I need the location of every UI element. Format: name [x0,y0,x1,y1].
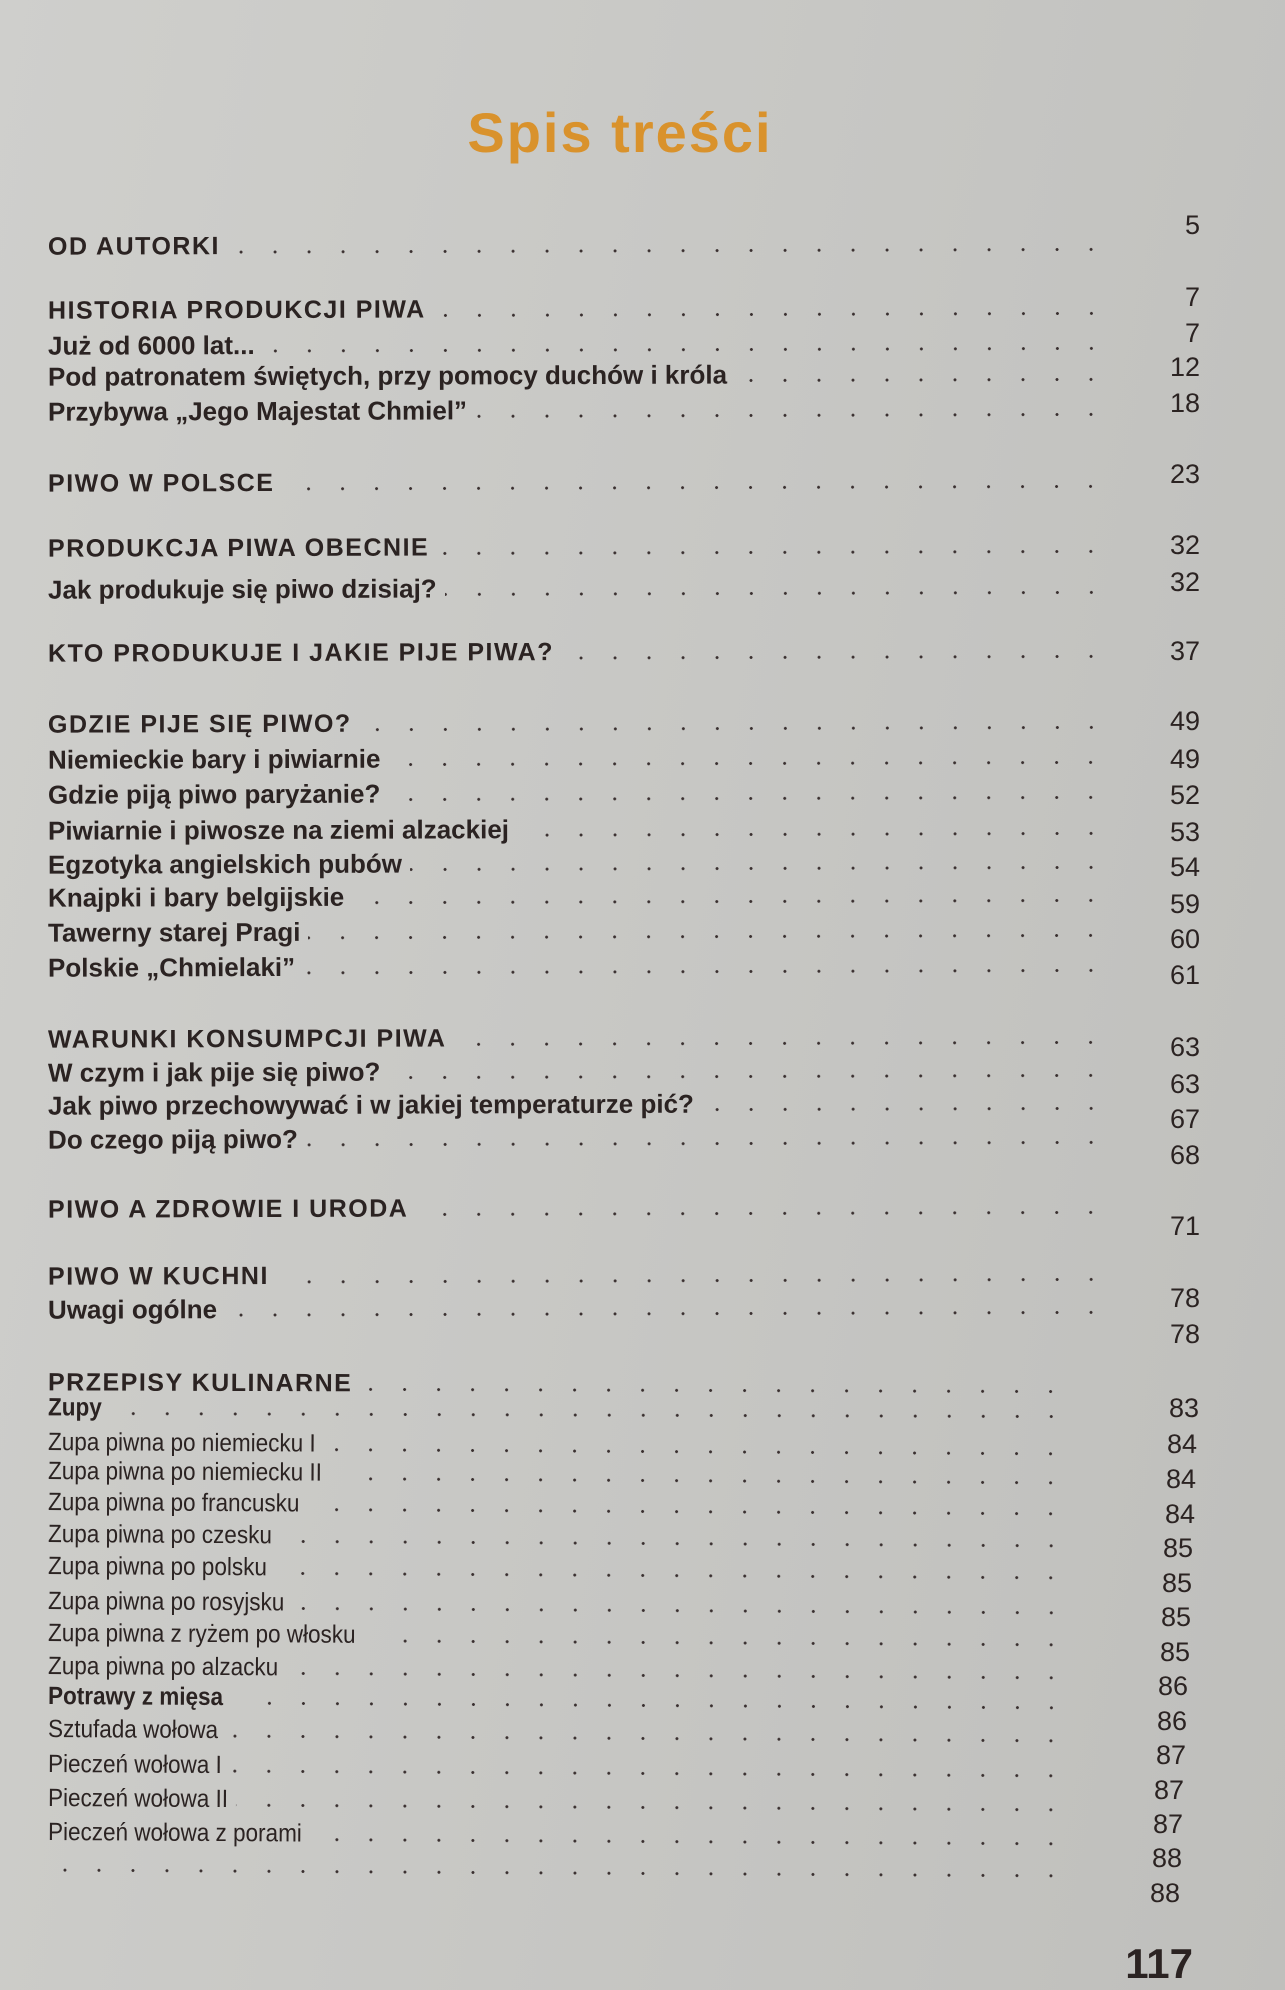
toc-entry-title: PIWO W KUCHNI [47,1261,269,1291]
dot-leader [308,932,1108,941]
dot-leader [378,1638,1068,1648]
toc-entry-page: 49 [1169,706,1200,736]
toc-entry-page: 87 [1153,1775,1184,1805]
toc-entry-title: Uwagi ogólne [47,1294,218,1325]
toc-entry [48,875,1118,912]
toc-entry [48,808,1118,845]
dot-leader [236,1802,1068,1813]
toc-entry [48,389,1118,426]
toc-entry-page: 78 [1169,1283,1200,1313]
toc-entry [48,631,1118,668]
toc-entry-title: PIWO W POLSCE [47,468,275,498]
toc-entry-title: Pod patronatem świętych, przy pomocy duchów i króla [47,359,728,392]
dot-leader [225,1733,1068,1744]
toc-entry-page: 86 [1156,1706,1187,1736]
toc-entry-title: Gdzie piją piwo paryżanie? [47,778,381,810]
toc-entry-page: 84 [1164,1499,1195,1529]
toc-entry-title: PRZEPISY KULINARNE [47,1368,353,1398]
toc-entry-page: 49 [1169,744,1200,774]
dot-leader [303,967,1108,976]
toc-entry-title: Już od 6000 lat... [47,330,255,361]
toc-entry-title: Pieczeń wołowa I [47,1750,222,1780]
dot-leader [36,1867,1068,1879]
toc-entry-page: 68 [1169,1140,1200,1170]
toc-entry [48,842,1118,879]
dot-leader [315,1507,1068,1517]
dot-leader [475,411,1108,419]
dot-leader [306,1139,1108,1148]
dot-leader [285,1538,1068,1549]
dot-leader [410,864,1108,872]
toc-entry-title: Jak produkuje się piwo dzisiaj? [47,573,437,605]
dot-leader [228,246,1108,255]
dot-leader [352,897,1108,905]
dot-leader [360,724,1108,732]
toc-entry-title: Zupa piwna po czesku [47,1520,272,1550]
dot-leader [229,1768,1068,1779]
toc-entry-title: Potrawy z mięsa [47,1682,224,1712]
toc-entry-page: 85 [1162,1533,1193,1563]
toc-entry [48,288,1118,325]
toc-entry-page: 87 [1152,1809,1183,1839]
dot-leader [263,345,1108,354]
toc-entry-title: Zupy [47,1393,102,1422]
toc-entry-page: 88 [1151,1843,1182,1873]
toc-entry [48,702,1118,739]
toc-entry-title: Tawerny starej Pragi [47,916,301,948]
toc-entry-page: 88 [1149,1878,1180,1908]
toc-entry-page: 53 [1169,817,1200,847]
toc-entry-title: Przybywa „Jego Majestat Chmiel” [47,395,468,427]
toc-entry-page: 83 [1168,1393,1199,1423]
toc-entry-page: 54 [1169,852,1200,882]
toc-entry [48,354,1118,391]
toc-entry-title: Zupa piwna po niemiecku I [47,1428,316,1458]
toc-entry [48,1845,1078,1885]
dot-leader [277,1276,1108,1285]
toc-entry-page: 87 [1155,1740,1186,1770]
toc-entry-title: Zupa piwna po francusku [47,1488,300,1518]
toc-entry [48,1388,1078,1425]
dot-leader [388,759,1108,767]
page-title: Spis treści [467,101,773,164]
toc-entry-page: 52 [1169,780,1200,810]
toc-entry [48,1050,1118,1087]
toc-entry [48,526,1118,563]
toc-entry [48,1187,1118,1224]
toc-entry-title: Sztufada wołowa [47,1715,219,1745]
toc-entry-title: Pieczeń wołowa II [47,1784,229,1814]
toc-entry [48,461,1118,498]
toc-entry [48,1287,1118,1324]
dot-leader [299,1605,1068,1615]
toc-entry [48,1547,1078,1587]
dot-leader [318,1837,1068,1847]
toc-entry-page: 37 [1169,636,1200,666]
dot-leader [106,1411,1068,1420]
toc-entry-title: PRODUKCJA PIWA OBECNIE [47,533,430,563]
toc-entry-title: GDZIE PIJE SIĘ PIWO? [47,709,352,739]
toc-entry [48,1710,1078,1750]
toc-entry-title: PIWO A ZDROWIE I URODA [47,1194,409,1224]
toc-entry-page: 7 [1184,318,1200,348]
toc-entry-page: 59 [1169,889,1200,919]
page-number: 117 [1125,1940,1193,1987]
toc-entry-title: Zupa piwna z ryżem po włosku [47,1619,356,1649]
toc-entry-title: Zupa piwna po polsku [47,1552,267,1582]
dot-leader [702,1105,1108,1112]
toc-entry-page: 32 [1169,530,1200,560]
toc-entry-title: Jak piwo przechowywać i w jakiej temperaturze pić? [47,1088,694,1121]
toc-entry [48,567,1118,604]
toc-entry [48,1117,1118,1154]
toc-entry-page: 7 [1184,282,1200,312]
toc-entry-page: 78 [1169,1319,1200,1349]
toc-entry-page: 67 [1169,1104,1200,1134]
dot-leader [388,1072,1108,1080]
toc-entry [48,1083,1118,1120]
toc-entry-page: 71 [1169,1211,1200,1241]
toc-entry-page: 85 [1160,1602,1191,1632]
toc-entry-title: Zupa piwna po niemiecku II [47,1457,322,1487]
dot-leader [282,483,1108,492]
toc-entry [48,945,1118,982]
toc-entry-title: OD AUTORKI [47,232,221,261]
dot-leader [279,1570,1068,1581]
dot-leader [735,376,1108,383]
dot-leader [240,1700,1067,1711]
toc-entry [48,224,1118,261]
toc-entry-title: HISTORIA PRODUKCJI PIWA [47,295,426,325]
toc-entry-title: Piwiarnie i piwosze na ziemi alzackiej [47,814,510,846]
toc-entry-page: 12 [1169,352,1200,382]
toc-entry-title: Do czego piją piwo? [47,1123,298,1155]
toc-entry-title: Egzotyka angielskich pubów [47,848,403,880]
toc-entry-page: 63 [1169,1069,1200,1099]
toc-entry-page: 61 [1169,960,1200,990]
dot-leader [454,1039,1108,1047]
dot-leader [445,589,1108,597]
toc-entry-page: 85 [1159,1637,1190,1667]
toc-entry-page: 18 [1169,388,1200,418]
dot-leader [562,653,1108,661]
dot-leader [517,830,1108,838]
dot-leader [434,310,1108,318]
dot-leader [388,794,1108,802]
toc-entry-title: Niemieckie bary i piwiarnie [47,743,381,775]
toc-entry-title: Polskie „Chmielaki” [47,951,296,983]
dot-leader [416,1209,1108,1217]
toc-entry [48,772,1118,809]
toc-entry-page: 63 [1169,1032,1200,1062]
toc-entry-page: 60 [1169,924,1200,954]
toc-entry-title: WARUNKI KONSUMPCJI PIWA [47,1024,447,1054]
toc-entry-title: W czym i jak pije się piwo? [47,1056,381,1088]
toc-entry-title: Zupa piwna po alzacku [47,1652,279,1682]
toc-entry-page: 5 [1184,210,1200,240]
toc-entry [48,1017,1118,1054]
toc-entry-title: Knajpki i bary belgijskie [47,881,345,913]
dot-leader [437,548,1108,556]
toc-entry-page: 32 [1169,567,1200,597]
toc-entry-page: 86 [1157,1671,1188,1701]
toc-entry-page: 85 [1161,1568,1192,1598]
toc-entry [48,737,1118,774]
toc-entry-page: 84 [1165,1464,1196,1494]
toc-entry-page: 84 [1166,1429,1197,1459]
dot-leader [225,1309,1108,1318]
toc-entry-page: 23 [1169,459,1200,489]
toc-entry [48,910,1118,947]
toc-entry-title: Zupa piwna po rosyjsku [47,1587,285,1617]
toc-entry-title: KTO PRODUKUJE I JAKIE PIJE PIWA? [47,638,555,668]
toc-entry [48,1254,1118,1291]
toc-entry-title: Pieczeń wołowa z porami [47,1818,302,1848]
